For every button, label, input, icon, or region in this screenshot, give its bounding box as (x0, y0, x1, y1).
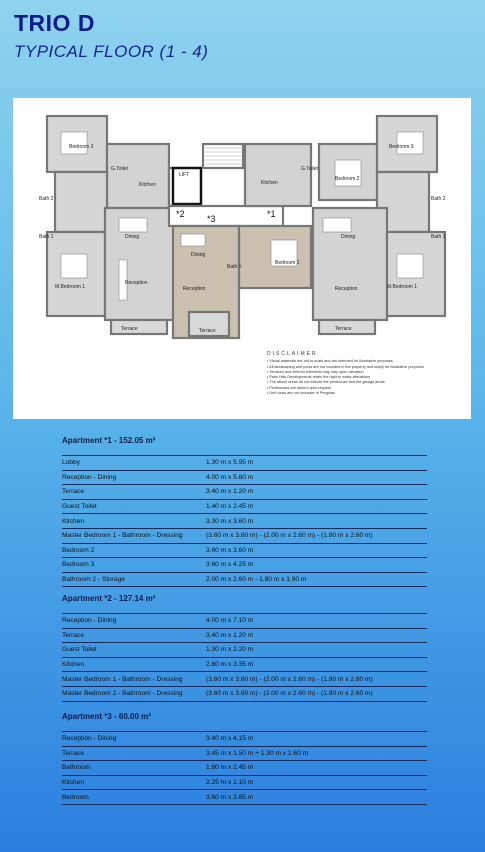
disclaimer-item: • All landscaping and pools are not included in the property and solely for illustrative purposes (267, 364, 424, 369)
label-dining-left: Dining (125, 234, 140, 240)
table-row (62, 672, 427, 687)
room-dims: 3.30 m x 3.60 m (206, 517, 254, 525)
label-bath1-left: Bath 1 (39, 234, 54, 240)
apartment-tag-3: *3 (207, 214, 216, 224)
label-kitchen-left: Kitchen (139, 182, 156, 188)
room-name: Guest Toilet (62, 503, 97, 511)
disclaimer-item: • Unit costs are not inclusive of Pergolas (267, 391, 335, 396)
room-name: Guest Toilet (62, 646, 97, 654)
label-bath1-center: Bath 1 (227, 264, 242, 270)
room-name: Bedroom (62, 793, 89, 801)
page-title: TRIO D (14, 10, 95, 36)
room-dims: (3.60 m x 3.60 m) - (2.00 m x 2.60 m) - (1.80 m x 2.60 m) (206, 675, 373, 683)
room-dims: 4.00 m x 5.80 m (206, 473, 254, 481)
room-dims: 1.30 m x 5.95 m (206, 459, 254, 467)
room-dims: 1.30 m x 2.20 m (206, 646, 254, 654)
table-row (62, 790, 427, 805)
table-row (62, 471, 427, 486)
room-dims: 4.00 m x 7.10 m (206, 617, 254, 625)
apartment-tag-1: *1 (267, 209, 276, 219)
label-reception-center: Reception (183, 286, 206, 292)
label-reception-right: Reception (335, 286, 358, 292)
label-mbed-right: M.Bedroom 1 (387, 284, 418, 290)
table-row (62, 776, 427, 791)
label-lift: LIFT (179, 172, 190, 178)
apartment-2-heading: Apartment *2 - 127.14 m² (62, 594, 156, 603)
table-row (62, 761, 427, 776)
room-name: Terrace (62, 488, 84, 496)
room-dims: 1.40 m x 2.45 m (206, 503, 254, 511)
room-name: Master Bedroom 2 - Bathroom - Dressing (62, 690, 183, 698)
label-gtoilet-right: G.Toilet (301, 166, 318, 172)
table-row (62, 573, 427, 588)
apartment-1-table (62, 436, 427, 587)
room-name: Terrace (62, 631, 84, 639)
table-row (62, 455, 427, 471)
room-dims: 2.00 m x 2.60 m - 1.80 m x 1.90 m (206, 576, 307, 584)
label-bedroom3-right: Bedroom 3 (389, 144, 414, 150)
room-name: Master Bedroom 1 - Bathroom - Dressing (62, 675, 183, 683)
label-mbed-left: M.Bedroom 1 (55, 284, 86, 290)
room-dims: 3.45 m x 1.50 m + 1.30 m x 1.60 m (206, 749, 309, 757)
apartment-tag-2: *2 (176, 209, 185, 219)
label-dining-center: Dining (191, 252, 206, 258)
room-dims: 2.60 m x 3.35 m (206, 661, 254, 669)
room-name: Kitchen (62, 517, 84, 525)
room-dims: 3.40 m x 4.15 m (206, 735, 254, 743)
label-terrace-right: Terrace (335, 326, 352, 332)
disclaimer (267, 352, 467, 396)
label-bath1-right: Bath 1 (431, 234, 446, 240)
table-row (62, 731, 427, 747)
room-name: Reception - Dining (62, 735, 117, 743)
apartment-3-heading: Apartment *3 - 60.00 m² (62, 712, 151, 721)
apartment-2-table (62, 594, 427, 702)
room-name: Reception - Dining (62, 473, 117, 481)
label-bath2-right: Bath 2 (431, 196, 446, 202)
room-name: Lobby (62, 459, 80, 467)
floor-plan (13, 98, 471, 419)
table-row (62, 558, 427, 573)
page-subtitle: TYPICAL FLOOR (1 - 4) (14, 42, 209, 61)
room-dims: 3.40 m x 1.20 m (206, 631, 254, 639)
room-name: Bedroom 2 (62, 546, 95, 554)
label-bedroom1-center: Bedroom 1 (275, 260, 300, 266)
table-row (62, 514, 427, 529)
label-terrace-left: Terrace (121, 326, 138, 332)
room-dims: 2.25 m x 1.10 m (206, 779, 254, 787)
room-dims: 3.60 m x 3.60 m (206, 546, 254, 554)
label-reception-left: Reception (125, 280, 148, 286)
room-dims: 3.60 m x 4.25 m (206, 561, 254, 569)
room-dims: (3.60 m x 3.60 m) - (2.00 m x 2.60 m) - (1.80 m x 2.60 m) (206, 690, 373, 698)
disclaimer-item: • Visual materials are not to scale and are intended for illustrative purposes (267, 359, 393, 364)
disclaimer-item: • Terraces and exterior elements may vary upon elevation (267, 369, 364, 374)
table-row (62, 544, 427, 559)
room-name: Bathroom (62, 764, 91, 772)
label-dining-right: Dining (341, 234, 356, 240)
room-name: Kitchen (62, 661, 84, 669)
room-dims: 3.40 m x 1.20 m (206, 488, 254, 496)
table-row (62, 613, 427, 629)
disclaimer-title: DISCLAIMER (267, 351, 318, 357)
apartment-3-table (62, 712, 427, 805)
table-row (62, 658, 427, 673)
room-dims: 3.60 m x 3.65 m (206, 793, 254, 801)
room-name: Master Bedroom 1 - Bathroom - Dressing (62, 532, 183, 540)
table-row (62, 643, 427, 658)
apartment-1-heading: Apartment *1 - 152.05 m² (62, 436, 156, 445)
label-bedroom2-right: Bedroom 2 (335, 176, 360, 182)
label-gtoilet-left: G.Toilet (111, 166, 128, 172)
room-name: Bedroom 3 (62, 561, 95, 569)
table-row (62, 485, 427, 500)
table-row (62, 687, 427, 702)
disclaimer-item: • The above areas do not include the penthouse and the garage areas (267, 380, 385, 385)
table-row (62, 747, 427, 762)
table-row (62, 529, 427, 544)
table-row (62, 629, 427, 644)
room-dims: (3.60 m x 3.60 m) - (2.00 m x 2.60 m) - (1.80 m x 2.60 m) (206, 532, 373, 540)
label-bedroom3-left: Bedroom 3 (69, 144, 94, 150)
disclaimer-item: • Penthouses are added upon request (267, 385, 331, 390)
label-terrace-center: Terrace (199, 328, 216, 334)
label-bath2-left: Bath 2 (39, 196, 54, 202)
room-name: Bathroom 2 - Storage (62, 576, 126, 584)
room-name: Terrace (62, 749, 84, 757)
room-name: Reception - Dining (62, 617, 117, 625)
table-row (62, 500, 427, 515)
label-kitchen-right: Kitchen (261, 180, 278, 186)
room-name: Kitchen (62, 779, 84, 787)
room-dims: 1.80 m x 2.45 m (206, 764, 254, 772)
disclaimer-item: • Palm Hills Developments retain the right to make alterations (267, 375, 371, 380)
